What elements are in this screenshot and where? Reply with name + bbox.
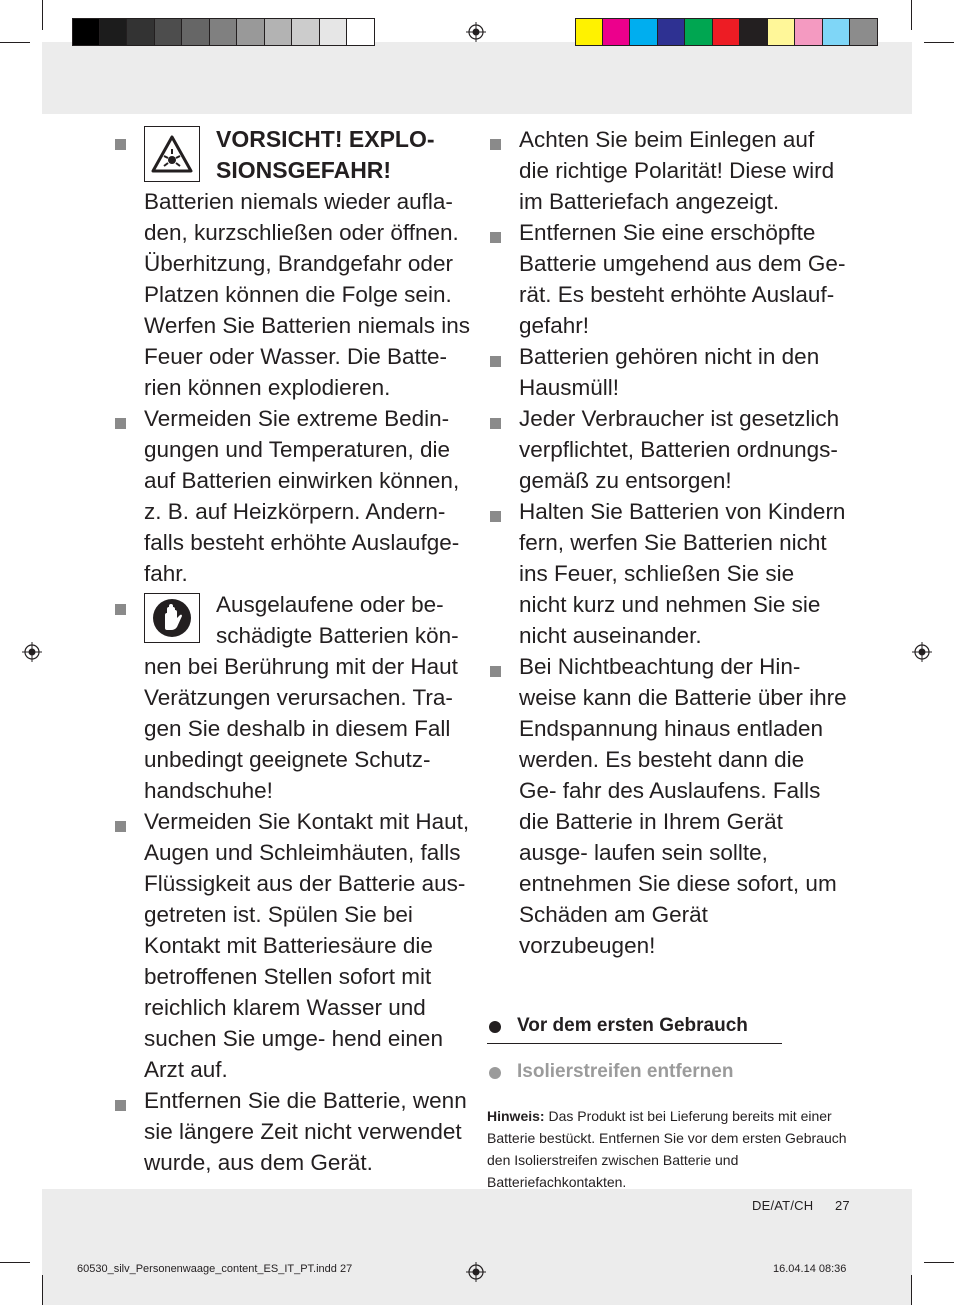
color-swatch <box>740 18 768 46</box>
explosion-hazard-icon <box>144 126 200 182</box>
slug-date: 16.04.14 08:36 <box>773 1263 847 1275</box>
bullet-square-icon <box>490 232 501 243</box>
color-swatch <box>347 18 375 46</box>
list-item: Entfernen Sie eine erschöpfte Batterie umgehend aus dem Ge- rät. Es besteht erhöhte Auslauf- gefahr! <box>487 217 847 341</box>
bullet-square-icon <box>115 418 126 429</box>
bullet-square-icon <box>490 511 501 522</box>
crop-mark <box>924 1262 954 1263</box>
color-swatch <box>292 18 320 46</box>
registration-mark-icon <box>912 642 932 662</box>
registration-mark-icon <box>22 642 42 662</box>
color-swatch <box>155 18 183 46</box>
color-swatch <box>127 18 155 46</box>
color-swatch <box>237 18 265 46</box>
color-swatch <box>850 18 878 46</box>
list-item: Vermeiden Sie extreme Bedin- gungen und Temperaturen, die auf Batterien einwirken können, z. B. auf Heizkörpern. Andern- falls besteht erhöhte Auslaufge- fahr. <box>112 403 472 589</box>
locale-label: DE/AT/CH <box>752 1198 814 1213</box>
list-item <box>112 124 472 403</box>
crop-mark <box>924 42 954 43</box>
bullet-square-icon <box>490 418 501 429</box>
list-item: Bei Nichtbeachtung der Hin- weise kann die Batterie über ihre Endspannung hinaus entladen werden. Es besteht dann die Ge- fahr des Auslaufens. Falls die Batterie in Ihrem Gerät ausge- laufen sein sollte, entnehmen Sie diese sofort, um Schäden am Gerät vorzubeugen! <box>487 651 847 961</box>
slug-filename: 60530_silv_Personenwaage_content_ES_IT_PT.indd 27 <box>77 1263 353 1275</box>
color-swatch <box>575 18 603 46</box>
crop-mark <box>911 1275 912 1305</box>
color-swatch <box>72 18 100 46</box>
bullet-square-icon <box>490 356 501 367</box>
crop-mark <box>911 0 912 30</box>
left-column <box>112 124 472 1178</box>
color-swatch <box>795 18 823 46</box>
bullet-dot-icon <box>489 1067 501 1079</box>
bullet-square-icon <box>115 821 126 832</box>
list-item: Ausgelaufene oder be- schädigte Batterien kön- nen bei Berührung mit der Haut Verätzungen verursachen. Tra- gen Sie deshalb in diesem Fall unbedingt geeignete Schutz- handschuhe! <box>112 589 472 806</box>
bullet-square-icon <box>115 139 126 150</box>
subsection-heading: Isolierstreifen entfernen <box>487 1061 847 1083</box>
note-paragraph <box>487 1105 847 1193</box>
color-swatch <box>685 18 713 46</box>
registration-mark-icon <box>466 22 486 42</box>
bullet-square-icon <box>115 1100 126 1111</box>
bullet-square-icon <box>490 139 501 150</box>
bullet-square-icon <box>490 666 501 677</box>
color-swatch <box>713 18 741 46</box>
color-swatch <box>603 18 631 46</box>
color-swatch <box>265 18 293 46</box>
list-item: Entfernen Sie die Batterie, wenn sie längere Zeit nicht verwendet wurde, aus dem Gerät. <box>112 1085 472 1178</box>
list-item: Batterien gehören nicht in den Hausmüll! <box>487 341 847 403</box>
bullet-square-icon <box>115 604 126 615</box>
note-label: Hinweis: <box>487 1108 545 1124</box>
grayscale-color-bar <box>72 18 375 46</box>
registration-mark-icon <box>466 1262 486 1282</box>
color-swatch <box>630 18 658 46</box>
list-item: Jeder Verbraucher ist gesetzlich verpflichtet, Batterien ordnungs- gemäß zu entsorgen! <box>487 403 847 496</box>
color-swatch <box>823 18 851 46</box>
color-swatch <box>320 18 348 46</box>
warning-text: Batterien niemals wieder aufla- den, kurzschließen oder öffnen. Überhitzung, Brandgefahr oder Platzen können die Folge sein. Werfen Sie Batterien niemals ins Feuer oder Wasser. Die Batte- rien können explodieren. <box>144 189 470 400</box>
color-swatch <box>768 18 796 46</box>
list-item: Vermeiden Sie Kontakt mit Haut, Augen und Schleimhäuten, falls Flüssigkeit aus der Batterie aus- getreten ist. Spülen Sie bei Kontakt mit Batteriesäure die betroffenen Stellen sofort mit reichlich klarem Wasser und suchen Sie umge- hend einen Arzt auf. <box>112 806 472 1085</box>
color-swatch <box>658 18 686 46</box>
page-footer <box>752 1198 850 1213</box>
color-swatch <box>182 18 210 46</box>
note-text: Das Produkt ist bei Lieferung bereits mit einer Batterie bestückt. Entfernen Sie vor dem ersten Gebrauch den Isolierstreifen zwischen Batterie und Batteriefachkontakten. <box>487 1108 847 1190</box>
crop-mark <box>0 1262 30 1263</box>
crop-mark <box>0 42 30 43</box>
right-column <box>487 124 847 1193</box>
list-item: Achten Sie beim Einlegen auf die richtige Polarität! Diese wird im Batteriefach angezeigt. <box>487 124 847 217</box>
protective-gloves-icon <box>144 593 200 643</box>
crop-mark <box>42 0 43 30</box>
section-heading: Vor dem ersten Gebrauch <box>487 1015 847 1037</box>
list-item: Halten Sie Batterien von Kindern fern, werfen Sie Batterien nicht ins Feuer, schließen Sie sie nicht kurz und nehmen Sie sie nicht auseinander. <box>487 496 847 651</box>
crop-mark <box>42 1275 43 1305</box>
header-band <box>42 42 912 114</box>
color-swatch <box>210 18 238 46</box>
heading-underline <box>487 1043 782 1044</box>
warning-title: VORSICHT! EXPLO- SIONSGEFAHR! <box>216 126 435 183</box>
color-swatch <box>100 18 128 46</box>
bullet-dot-icon <box>489 1021 501 1033</box>
process-color-bar <box>575 18 878 46</box>
page-number: 27 <box>834 1198 850 1213</box>
